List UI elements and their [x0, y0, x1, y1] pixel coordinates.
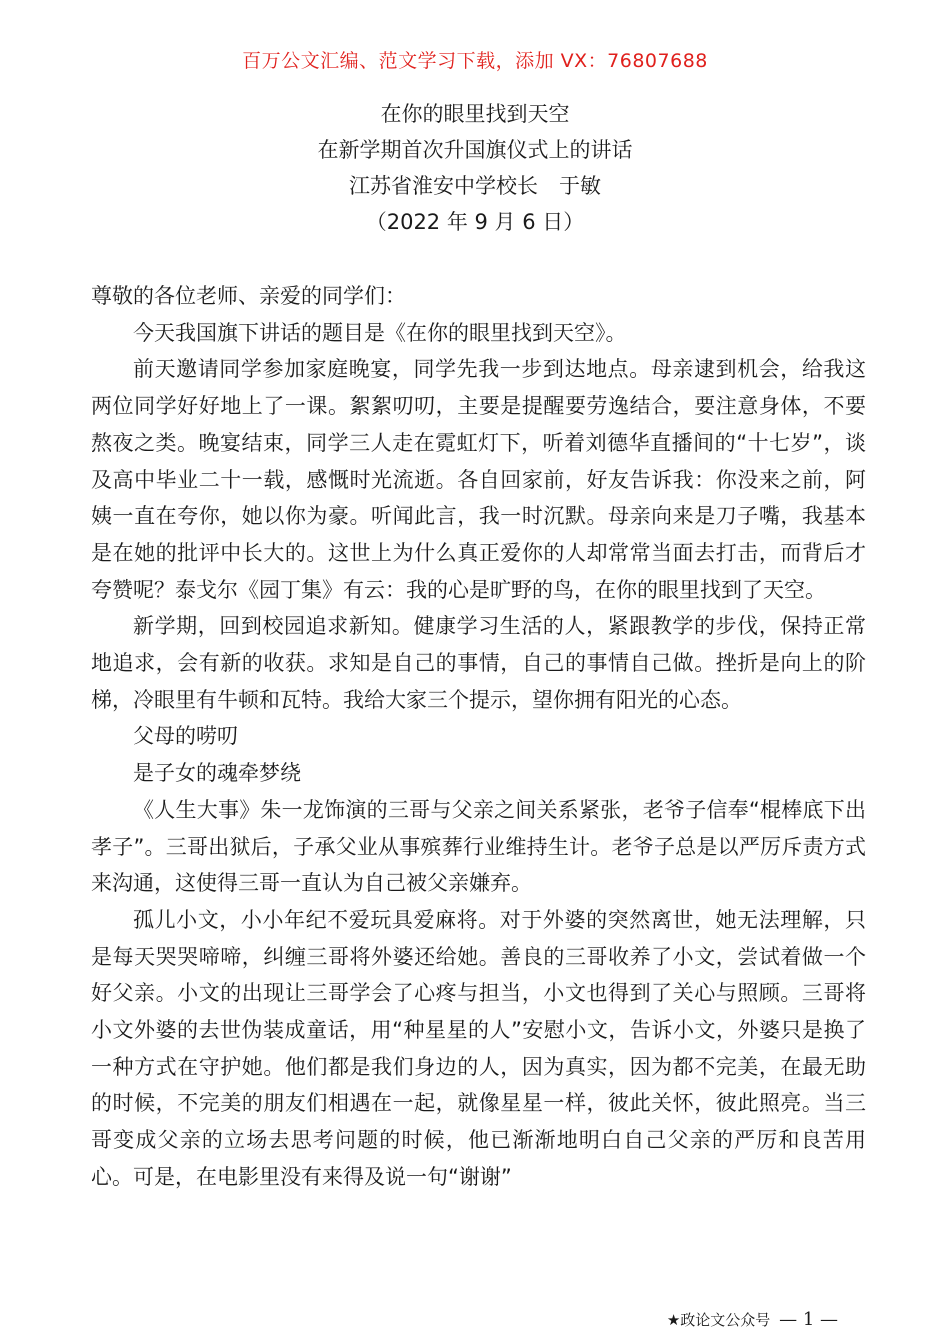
- title-block: [0, 96, 950, 240]
- paragraph: 新学期，回到校园追求新知。健康学习生活的人，紧跟教学的步伐，保持正常地追求，会有新的收获。求知是自己的事情，自己的事情自己做。挫折是向上的阶梯，冷眼里有牛顿和瓦特。我给大家三个提示，望你拥有阳光的心态。: [91, 614, 866, 712]
- section-heading: 是子女的魂牵梦绕: [133, 761, 301, 786]
- paragraph: 孤儿小文，小小年纪不爱玩具爱麻将。对于外婆的突然离世，她无法理解，只是每天哭哭啼啼，纠缠三哥将外婆还给她。善良的三哥收养了小文，尝试着做一个好父亲。小文的出现让三哥学会了心疼与担当，小文也得到了关心与照顾。三哥将小文外婆的去世伪装成童话，用“种星星的人”安慰小文，告诉小文，外婆只是换了一种方式在守护她。他们都是我们身边的人，因为真实，因为都不完美，在最无助的时候，不完美的朋友们相遇在一起，就像星星一样，彼此关怀，彼此照亮。当三哥变成父亲的立场去思考问题的时候，他已渐渐地明白自己父亲的严厉和良苦用心。可是，在电影里没有来得及说一句“谢谢”: [91, 907, 866, 1189]
- promo-banner: 百万公文汇编、范文学习下载，添加 VX：76807688: [242, 50, 708, 72]
- page-title: 在你的眼里找到天空: [380, 102, 570, 126]
- paragraph: 今天我国旗下讲话的题目是《在你的眼里找到天空》。: [133, 320, 627, 345]
- paragraph: 《人生大事》朱一龙饰演的三哥与父亲之间关系紧张，老爷子信奉“棍棒底下出孝子”。三哥出狱后，子承父业从事殡葬行业维持生计。老爷子总是以严厉斥责方式来沟通，这使得三哥一直认为自己被父亲嫌弃。: [91, 797, 866, 896]
- page-number: — 1 —: [779, 1309, 838, 1330]
- author-line: 江苏省淮安中学校长 于敏: [349, 174, 601, 198]
- section-heading: 父母的唠叨: [133, 724, 238, 749]
- paragraph: 前天邀请同学参加家庭晚宴，同学先我一步到达地点。母亲逮到机会，给我这两位同学好好地上了一课。絮絮叨叨，主要是提醒要劳逸结合，要注意身体，不要熬夜之类。晚宴结束，同学三人走在霓虹灯下，听着刘德华直播间的“十七岁”，谈及高中毕业二十一载，感慨时光流逝。各自回家前，好友告诉我：你没来之前，阿姨一直在夸你，她以你为豪。听闻此言，我一时沉默。母亲向来是刀子嘴，我基本是在她的批评中长大的。这世上为什么真正爱你的人却常常当面去打击，而背后才夸赞呢？泰戈尔《园丁集》有云：我的心是旷野的鸟，在你的眼里找到了天空。: [91, 357, 866, 602]
- salutation: 尊敬的各位老师、亲爱的同学们：: [91, 284, 406, 308]
- speech-body: [91, 278, 866, 1196]
- page-footer: [667, 1309, 838, 1330]
- page-subtitle: 在新学期首次升国旗仪式上的讲话: [317, 138, 633, 162]
- footer-source: ★政论文公众号: [666, 1311, 771, 1329]
- date-line: （2022 年 9 月 6 日）: [365, 210, 585, 234]
